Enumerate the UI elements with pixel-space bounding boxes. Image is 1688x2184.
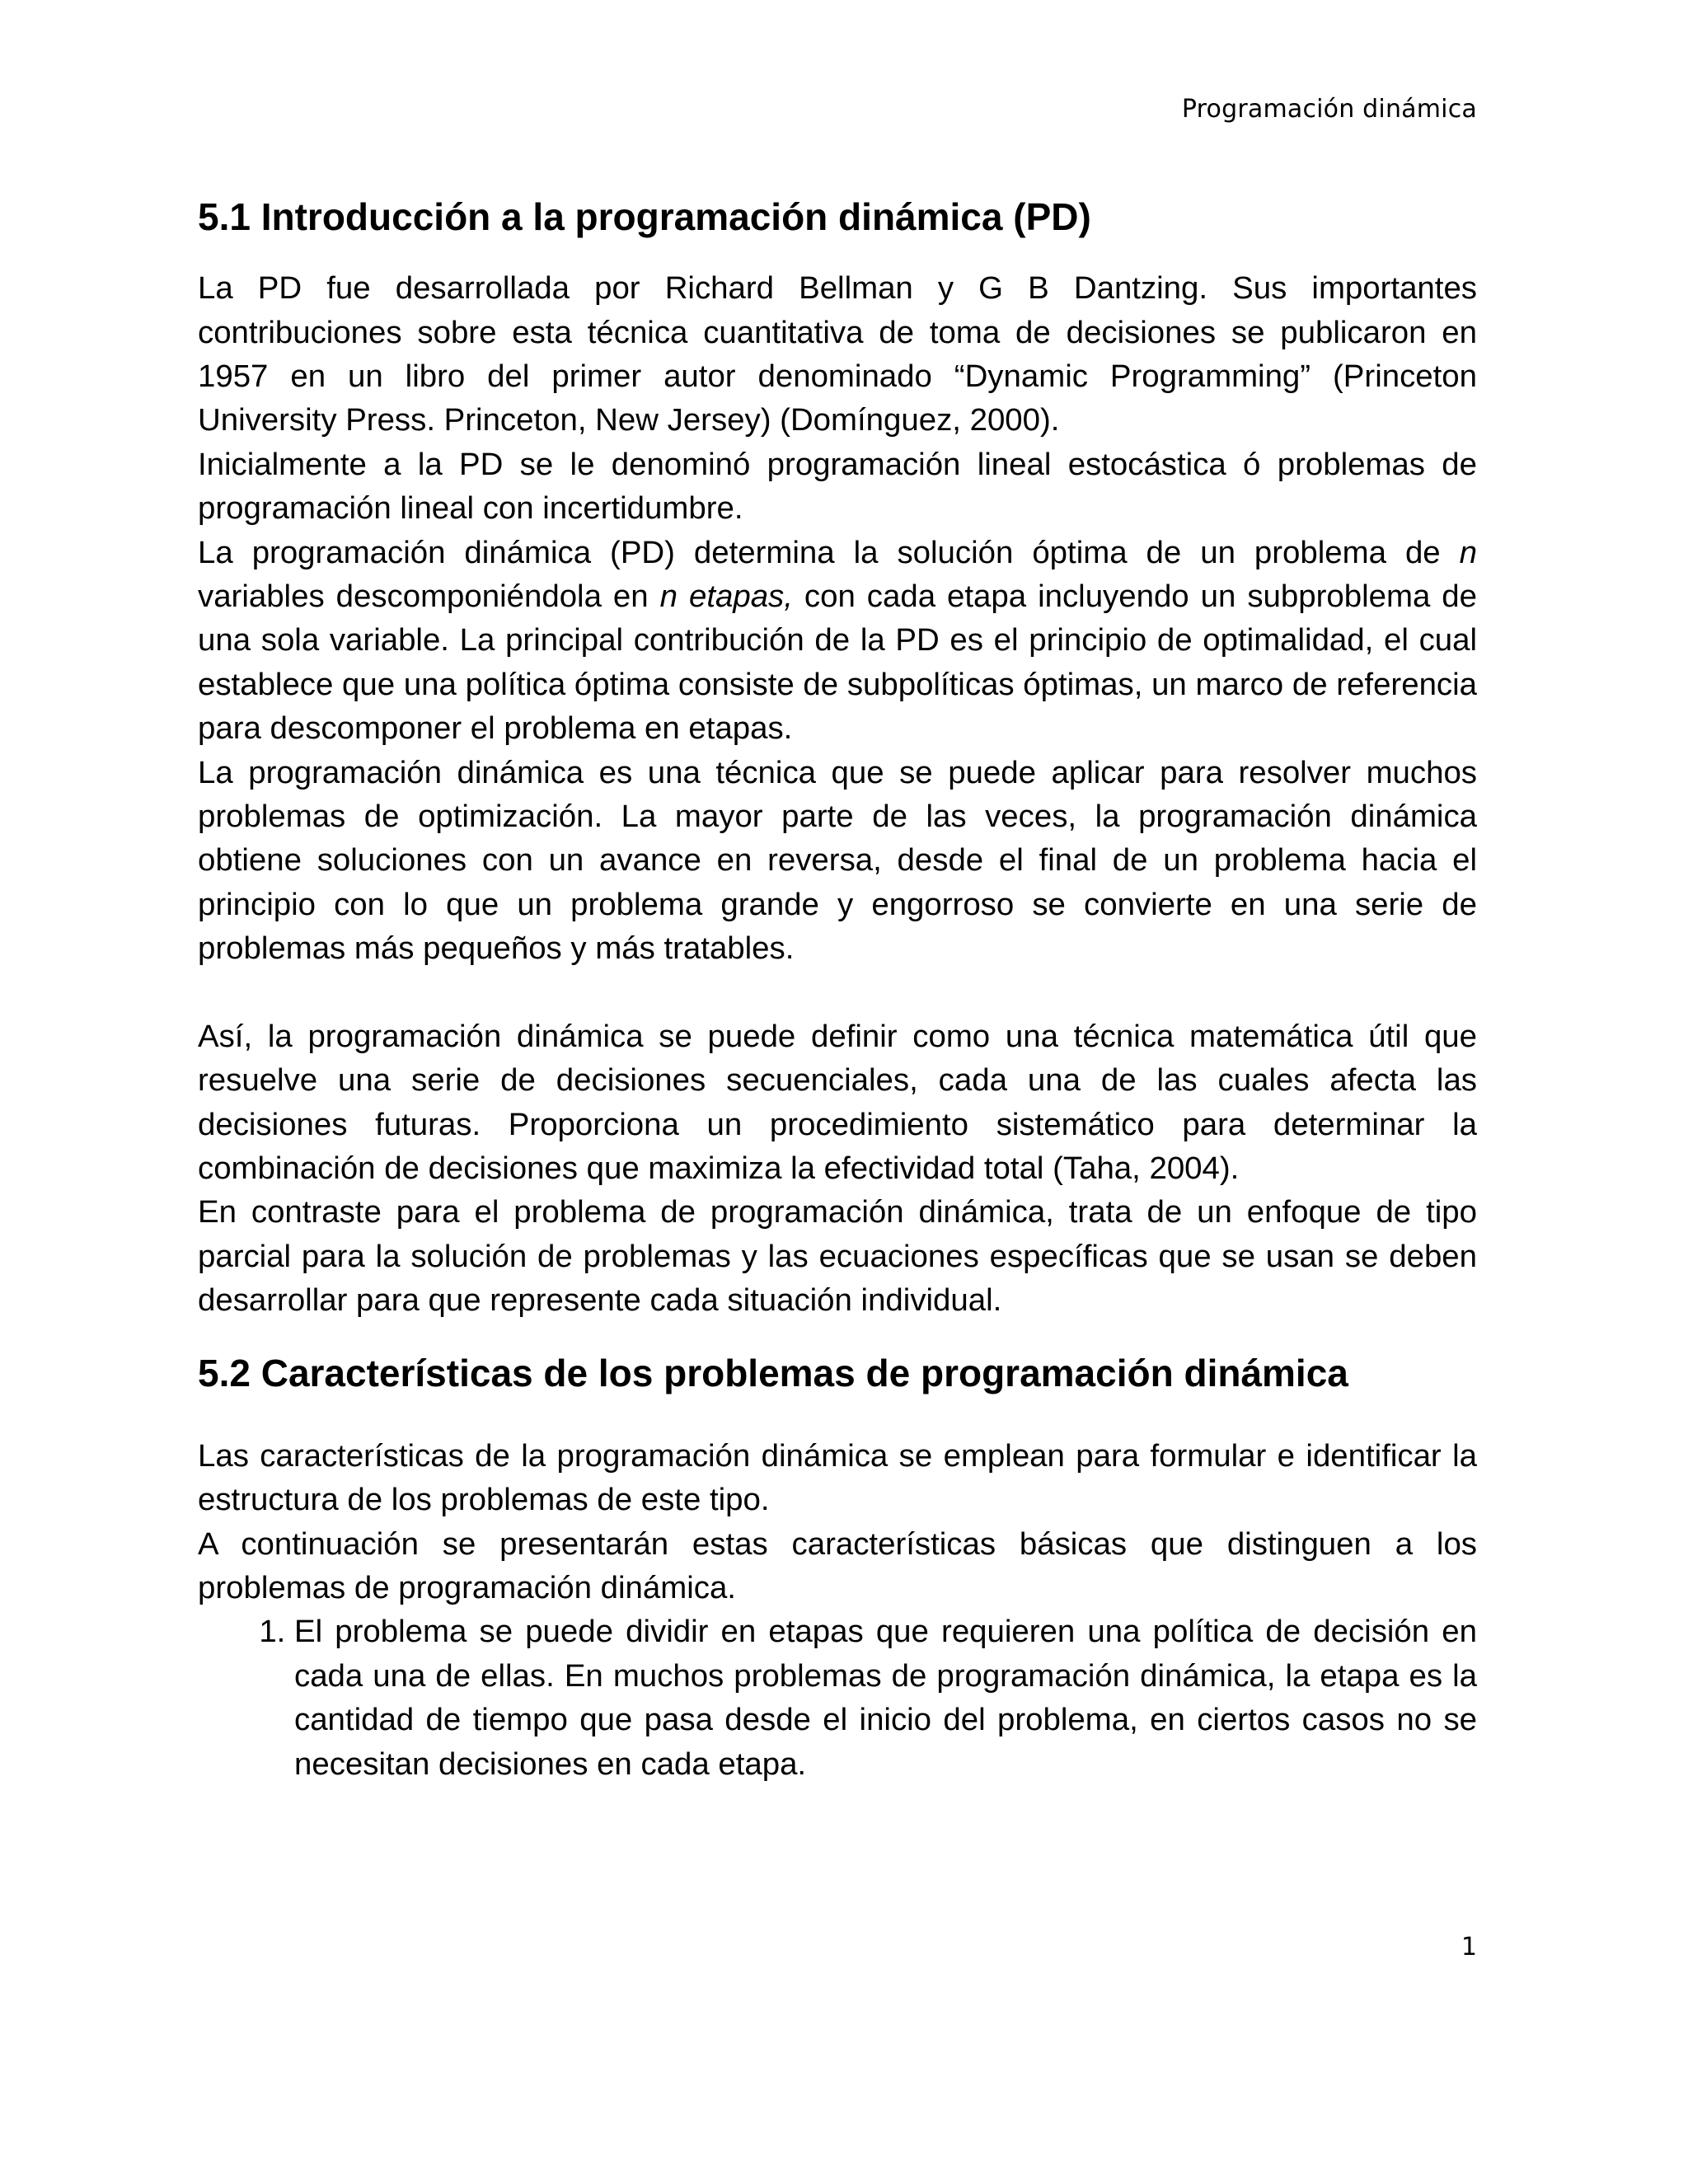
section-2-paragraph-1: Las características de la programación dinámica se emplean para formular e identificar la estructura de los problemas de este tipo. bbox=[198, 1437, 1477, 1518]
section-1-paragraph-5: Así, la programación dinámica se puede definir como una técnica matemática útil que resuelve una serie de decisiones secuenciales, cada una de las cuales afecta las decisiones futuras. Proporciona un procedimiento sistemático para determinar la combinación de decisiones que maximiza la efectividad total (Taha, 2004). bbox=[198, 1018, 1477, 1186]
section-1-paragraph-4: La programación dinámica es una técnica que se puede aplicar para resolver muchos problemas de optimización. La mayor parte de las veces, la programación dinámica obtiene soluciones con un avance en reversa, desde el final de un problema hacia el principio con lo que un problema grande y engorroso se convierte en una serie de problemas más pequeños y más tratables. bbox=[198, 754, 1477, 967]
document-body bbox=[198, 194, 1477, 1786]
section-2-title: 5.2 Características de los problemas de programación dinámica bbox=[198, 1351, 1348, 1394]
variable-n: n bbox=[1459, 534, 1477, 570]
section-1-paragraph-6: En contraste para el problema de programación dinámica, trata de un enfoque de tipo parcial para la solución de problemas y las ecuaciones específicas que se usan se deben desarrollar para que represente cada situación individual. bbox=[198, 1194, 1477, 1319]
characteristics-list bbox=[198, 1610, 1477, 1786]
list-item: 1. El problema se puede dividir en etapas que requieren una política de decisión en cada una de ellas. En muchos problemas de programación dinámica, la etapa es la cantidad de tiempo que pasa desde el inicio del problema, en ciertos casos no se necesitan decisiones en cada etapa. bbox=[294, 1610, 1477, 1786]
page-number: 1 bbox=[1461, 1933, 1477, 1961]
section-1-paragraph-1: La PD fue desarrollada por Richard Bellman y G B Dantzing. Sus importantes contribuciones sobre esta técnica cuantitativa de toma de decisiones se publicaron en 1957 en un libro del primer autor denominado “Dynamic Programming” (Princeton University Press. Princeton, New Jersey) (Domínguez, 2000). bbox=[198, 270, 1477, 438]
section-2-paragraph-2: A continuación se presentarán estas características básicas que distinguen a los problemas de programación dinámica. bbox=[198, 1526, 1477, 1605]
section-1-paragraph-2: Inicialmente a la PD se le denominó programación lineal estocástica ó problemas de programación lineal con incertidumbre. bbox=[198, 446, 1477, 527]
section-1-title: 5.1 Introducción a la programación dinámica (PD) bbox=[198, 195, 1091, 238]
paragraph-3-mid: variables descomponiéndola en bbox=[198, 579, 660, 615]
section-1-paragraph-3 bbox=[198, 531, 1477, 751]
n-etapas: n etapas, bbox=[659, 579, 793, 615]
running-header: Programación dinámica bbox=[1181, 95, 1477, 124]
paragraph-3-start: La programación dinámica (PD) determina la solución óptima de un problema de bbox=[198, 534, 1460, 570]
paragraph-3-end: con cada etapa incluyendo un subproblema de una sola variable. La principal contribución de la PD es el principio de optimalidad, el cual establece que una política óptima consiste de subpolíticas óptimas, un marco de referencia para descomponer el problema en etapas. bbox=[198, 579, 1477, 747]
